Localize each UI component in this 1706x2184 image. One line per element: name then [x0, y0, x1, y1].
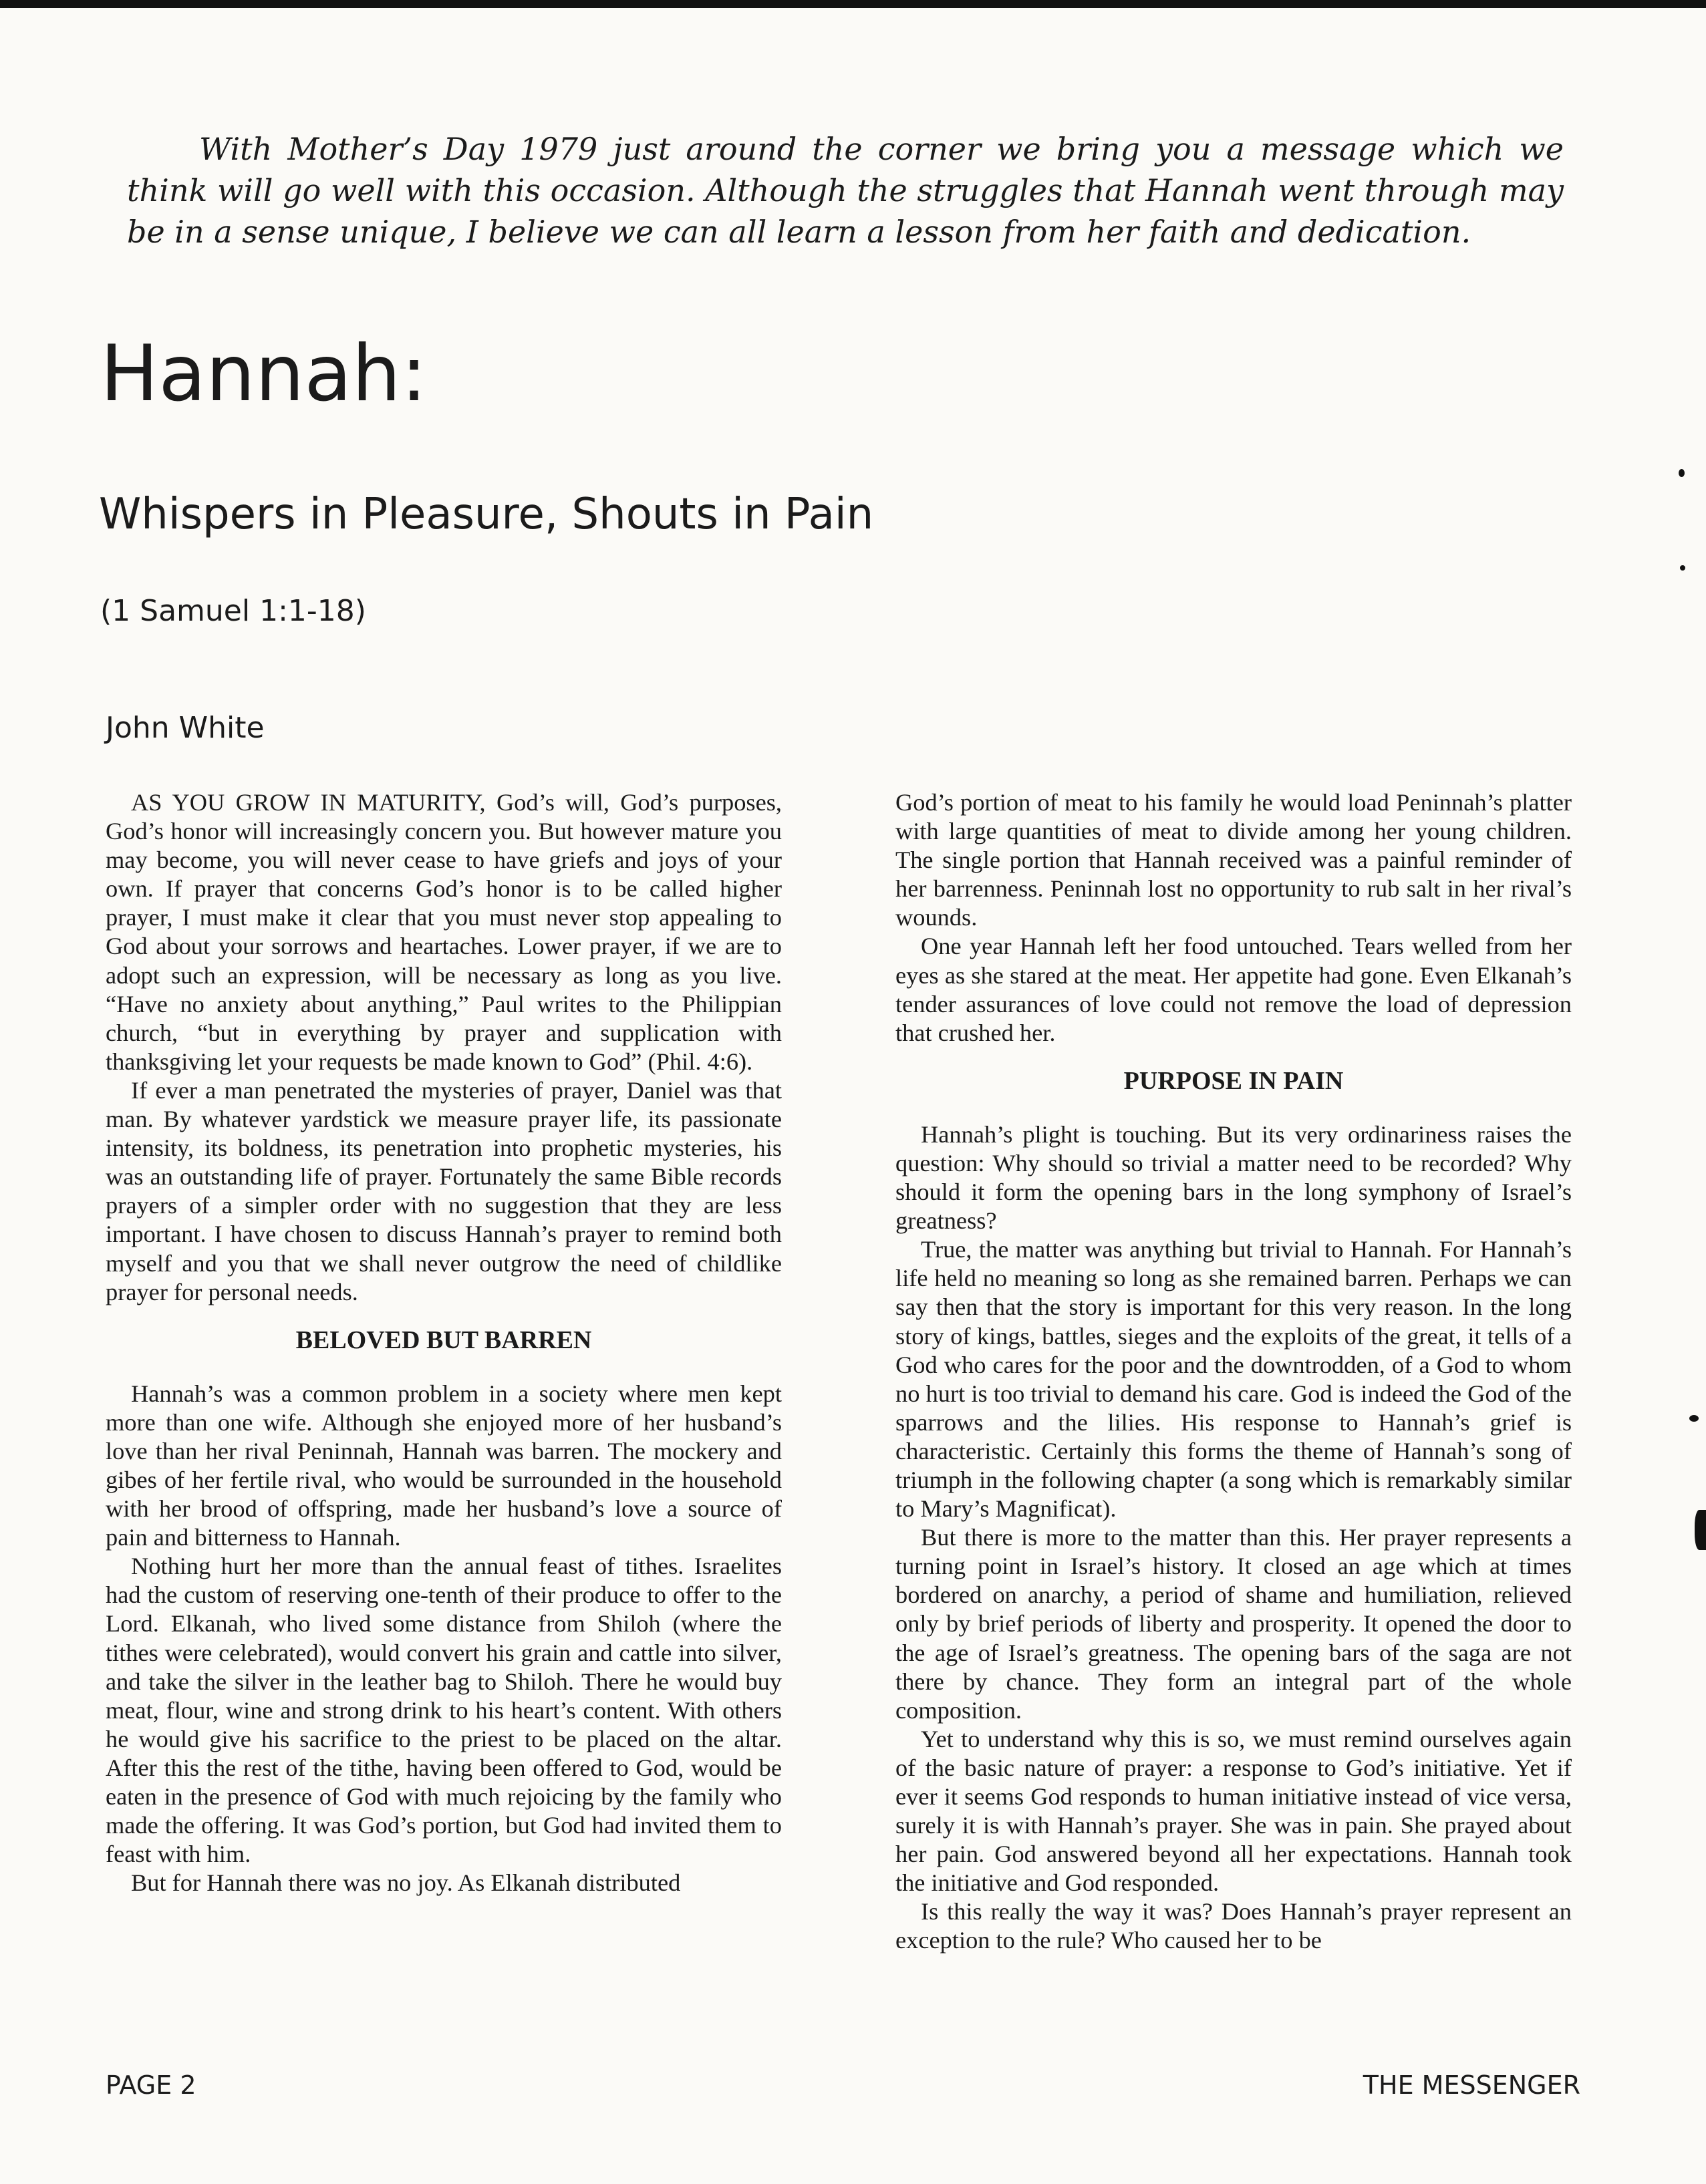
paragraph: God’s portion of meat to his family he would load Peninnah’s platter with large quantities of meat to divide among her young children. The single portion that Hannah received was a painful reminder of her barrenness. Peninnah lost no opportunity to rub salt in her rival’s wounds. — [895, 789, 1572, 931]
paragraph: Yet to understand why this is so, we must remind ourselves again of the basic nature of prayer: a response to God’s initiative. Yet if ever it seems God responds to human initiative instead of vice versa, surely it is with Hannah’s prayer. She was in pain. She prayed about her pain. God answered beyond all her expectations. Hannah took the initiative and God responded. — [895, 1725, 1572, 1897]
paragraph: True, the matter was anything but trivial to Hannah. For Hannah’s life held no meaning so long as she remained barren. Perhaps we can say then that the story is important for this very reason. In the long story of kings, battles, sieges and the exploits of the great, it tells of a God who cares for the poor and the downtrodden, of a God to whom no hurt is too trivial to demand his care. God is indeed the God of the sparrows and the lilies. His response to Hannah’s grief is characteristic. Certainly this forms the theme of Hannah’s song of triumph in the following chapter (a song which is remarkably similar to Mary’s Magnificat). — [895, 1236, 1572, 1523]
paragraph: Hannah’s plight is touching. But its very ordinariness raises the question: Why should so trivial a matter need to be recorded? Why should it form the opening bars in the long symphony of Israel’s greatness? — [895, 1120, 1572, 1235]
paragraph: But for Hannah there was no joy. As Elkanah distributed — [131, 1869, 681, 1897]
scripture-reference: (1 Samuel 1:1-18) — [100, 594, 366, 628]
paragraph: One year Hannah left her food untouched. Tears welled from her eyes as she stared at the meat. Her appetite had gone. Even Elkanah’s tender assurances of love could not remove the load of depression that crushed her. — [895, 933, 1572, 1046]
left-column — [106, 788, 782, 1897]
paragraph: AS YOU GROW IN MATURITY, God’s will, God’s purposes, God’s honor will increasingly concern you. But however mature you may become, you will never cease to have griefs and joys of your own. If prayer that concerns God’s honor is to be called higher prayer, I must make it clear that you must never stop appealing to God about your sorrows and heartaches. Lower prayer, if we are to adopt such an expression, will be necessary as long as you live. “Have no anxiety about anything,” Paul writes to the Philippian church, “but in everything by prayer and supplication with thanksgiving let your requests be made known to God” (Phil. 4:6). — [106, 789, 782, 1075]
scan-speck — [1695, 1510, 1706, 1550]
scan-speck — [1689, 1415, 1699, 1422]
paragraph: If ever a man penetrated the mysteries of prayer, Daniel was that man. By whatever yardstick we measure prayer life, its passionate intensity, its boldness, its penetration into prophetic mysteries, his was an outstanding life of prayer. Fortunately the same Bible records prayers of a simpler order with no suggestion that they are less important. I have chosen to discuss Hannah’s prayer to remind both myself and you that we shall never outgrow the need of childlike prayer for personal needs. — [106, 1076, 782, 1305]
publication-name: THE MESSENGER — [1363, 2070, 1580, 2100]
paragraph: Nothing hurt her more than the annual feast of tithes. Israelites had the custom of reserving one-tenth of their produce to offer to the Lord. Elkanah, who lived some distance from Shiloh (where the tithes were celebrated), would convert his grain and cattle into silver, and take the silver in the leather bag to Shiloh. There he would buy meat, flour, wine and strong drink to his heart’s content. With others he would give his sacrifice to the priest to be placed on the altar. After this the rest of the tithe, having been offered to God, would be eaten in the presence of God with much rejoicing by the family who made the offering. It was God’s portion, but God had invited them to feast with him. — [106, 1553, 782, 1868]
paragraph: Hannah’s was a common problem in a society where men kept more than one wife. Although she enjoyed more of her husband’s love than her rival Peninnah, Hannah was barren. The mockery and gibes of her fertile rival, who would be surrounded in the household with her brood of offspring, made her husband’s love a source of pain and bitterness to Hannah. — [106, 1380, 782, 1551]
paragraph: Is this really the way it was? Does Hannah’s prayer represent an exception to the rule? Who caused her to be — [895, 1898, 1572, 1954]
right-column — [895, 788, 1572, 1956]
scan-speck — [1679, 469, 1685, 477]
page-number: PAGE 2 — [106, 2070, 196, 2100]
intro-note: With Mother’s Day 1979 just around the corner we bring you a message which we think will go well with this occasion. Although the struggles that Hannah went through may be in a sense unique, I believe we can all learn a lesson from her faith and dedication. — [127, 131, 1564, 250]
scan-top-border — [0, 0, 1706, 8]
article-subtitle: Whispers in Pleasure, Shouts in Pain — [99, 490, 874, 539]
scan-speck — [1680, 565, 1685, 571]
author-byline: John White — [106, 711, 265, 745]
article-title: Hannah: — [100, 329, 428, 419]
section-heading: PURPOSE IN PAIN — [1123, 1066, 1344, 1095]
paragraph: But there is more to the matter than this. Her prayer represents a turning point in Israel’s history. It closed an age which at times bordered on anarchy, a period of shame and humiliation, relieved only by brief periods of liberty and prosperity. It opened the door to the age of Israel’s greatness. The opening bars of the saga are not there by chance. They form an integral part of the whole composition. — [895, 1524, 1572, 1724]
section-heading: BELOVED BUT BARREN — [295, 1325, 592, 1354]
